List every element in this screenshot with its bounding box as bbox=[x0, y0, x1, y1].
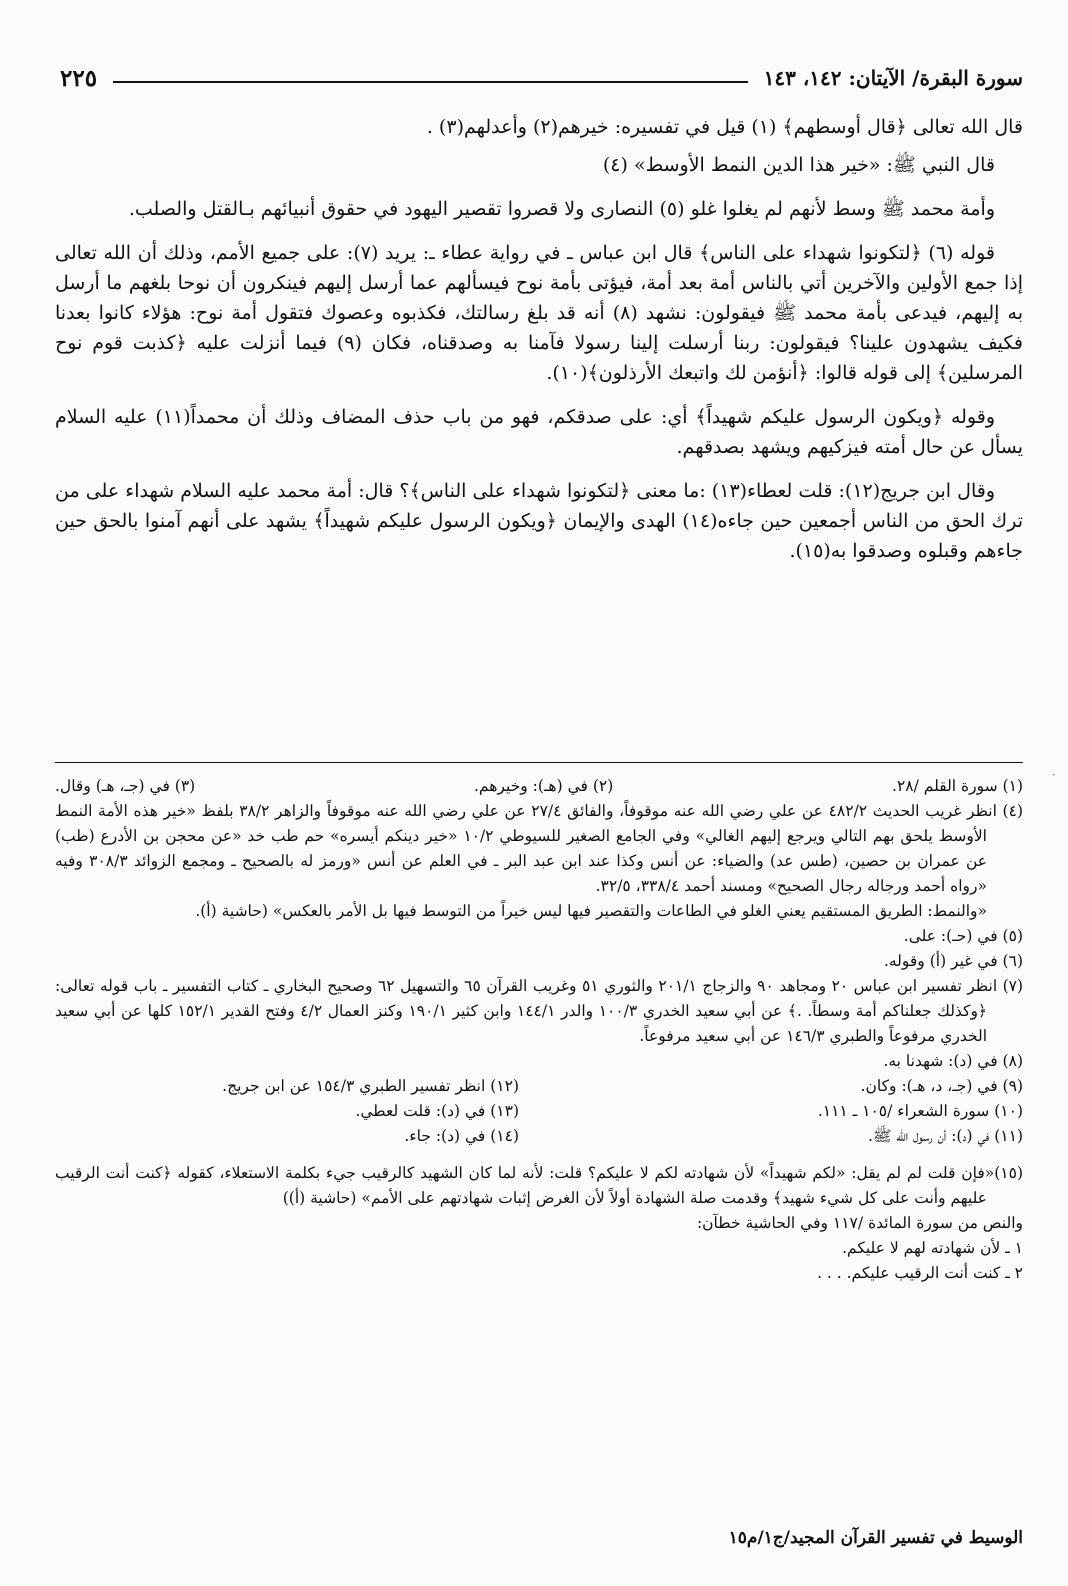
footnote-10: (١٠) سورة الشعراء /١٠٥ ـ ١١١. bbox=[817, 1102, 1023, 1120]
footnote-14: (١٤) في (د): جاء. bbox=[404, 1127, 519, 1145]
paragraph-3: وأمة محمد ﷺ وسط لأنهم لم يغلوا غلو (٥) النصارى ولا قصروا تقصير اليهود في حقوق أنبيائهم بـالقتل والصلب. bbox=[128, 198, 995, 220]
surah-title: سورة البقرة/ الآيتان: ١٤٢، ١٤٣ bbox=[763, 66, 1023, 90]
book-reference: الوسيط في تفسير القرآن المجيد/ج١/م١٥ bbox=[728, 1528, 1023, 1548]
footnote-columns bbox=[55, 1074, 1023, 1149]
footnote-7: (٧) انظر تفسير ابن عباس ٢٠ ومجاهد ٩٠ والزجاج ٢٠١/١ والثوري ٥١ وغريب القرآن ٦٥ والتسهيل ٦٢ وصحيح البخاري ـ كتاب التفسير ـ باب قوله تعالى: ﴿وكذلك جعلناكم أمة وسطاً. .﴾ عن أبي سعيد الخدري ١٠٠/٣ والدر ١٤٤/١ وابن كثير ١٩٠/١ وكنز العمال ٤/٢ وفتح القدير ١٥٢/١ كلها عن أبي سعيد الخدري مرفوعاً والطبري ١٤٦/٣ عن أبي سعيد مرفوعاً. bbox=[55, 977, 1024, 1045]
margin-mark: · bbox=[1052, 768, 1056, 782]
footnote-15: (١٥)«فإن قلت لم لم يقل: «لكم شهيداً» لأن شهادته لكم لا عليكم؟ قلت: لأنه لما كان الشهيد كالرقيب جيء بكلمة الاستعلاء، كقوله ﴿كنت أنت الرقيب عليهم وأنت على كل شيء شهيد﴾ وقدمت صلة الشهادة أولاً لأن الغرض إثبات شهادتهم على الأمم» (حاشية (أ)) bbox=[55, 1164, 1023, 1207]
footnote-separator bbox=[55, 762, 1023, 763]
footnote-4-note: «والنمط: الطريق المستقيم يعني الغلو في الطاعات والتقصير فيها ليس خيراً من التوسط فيها بل الأمر بالعكس» (حاشية (أ). bbox=[195, 902, 987, 920]
header-rule bbox=[113, 81, 748, 83]
footnote-12: (١٢) انظر تفسير الطبري ١٥٤/٣ عن ابن جريج. bbox=[222, 1077, 519, 1095]
page-number: ٢٢٥ bbox=[60, 64, 98, 92]
footnote-8: (٨) في (د): شهدنا به. bbox=[883, 1052, 1023, 1070]
footnote-3: (٣) في (جـ، هـ) وقال. bbox=[55, 777, 196, 795]
paragraph-6: وقال ابن جريج(١٢): قلت لعطاء(١٣) :ما معنى ﴿لتكونوا شهداء على الناس﴾؟ قال: أمة محمد عليه السلام شهداء على من ترك الحق من الناس أجمعين حين جاءه(١٤) الهدى والإيمان ﴿ويكون الرسول عليكم شهيداً﴾ يشهد على أنهم آمنوا بالحق حين جاءهم وقبلوه وصدقوا به(١٥). bbox=[55, 480, 1023, 562]
paragraph-1: قال الله تعالى ﴿قال أوسطهم﴾ (١) قيل في تفسيره: خيرهم(٢) وأعدلهم(٣) . bbox=[426, 116, 1023, 138]
footnote-6: (٦) في غير (أ) وقوله. bbox=[883, 952, 1023, 970]
footnote-4: (٤) انظر غريب الحديث ٤٨٢/٢ عن علي رضي الله عنه موقوفاً، والفائق ٢٧/٤ عن علي رضي الله عنه موقوفاً والزاهر ٣٨/٢ بلفظ «خير هذه الأمة النمط الأوسط يلحق بهم التالي ويرجع إليهم الغالي» وفي الجامع الصغير للسيوطي ١٠/٢ «خير دينكم أيسره» حم طب خد «عن محجن بن الأدرع (طب) عن عمران بن حصين، (طس عد) والضياء: عن أنس وكذا عند ابن عبد البر ـ في العلم عن أنس «ورمز له بالصحيح ـ ومجمع الزوائد ٣٠٨/٣ وفيه «رواه أحمد ورجاله رجال الصحيح» ومسند أحمد ٣٣٨/٤، ٣٢/٥. bbox=[55, 802, 1023, 895]
footnote-15-item-2: ٢ ـ كنت أنت الرقيب عليكم. . . . bbox=[817, 1264, 1023, 1282]
footnote-column-left bbox=[55, 1074, 519, 1149]
footnote-13: (١٣) في (د): قلت لعطي. bbox=[355, 1102, 519, 1120]
footnote-1: (١) سورة القلم /٢٨. bbox=[892, 777, 1023, 795]
page-header bbox=[60, 62, 1023, 94]
footnote-15-source: والنص من سورة المائدة /١١٧ وفي الحاشية خطآن: bbox=[696, 1214, 1023, 1232]
paragraph-4: قوله (٦) ﴿لتكونوا شهداء على الناس﴾ قال ابن عباس ـ في رواية عطاء ـ: يريد (٧): على جميع الأمم، وذلك أن الله تعالى إذا جمع الأولين والآخرين أتي بالناس أمة بعد أمة، فيؤتى بأمة نوح فيسألهم عما أرسل إليهم فينكرون أن نوحا بلغهم ما أرسل به إليهم، فيدعى بأمة محمد ﷺ فيقولون: نشهد (٨) أنه قد بلغ رسالتك، فكذبوه وعصوك فتقول أمة نوح: هؤلاء كانوا بعدنا فكيف يشهدون علينا؟ فيقولون: ربنا أرسلت إلينا رسولا فآمنا به وصدقناه، فكان (٩) فيما أنزلت عليه ﴿كذبت قوم نوح المرسلين﴾ إلى قوله قالوا: ﴿أنؤمن لك واتبعك الأرذلون﴾(١٠). bbox=[55, 242, 1023, 384]
footnote-row-1-3 bbox=[55, 774, 1023, 799]
paragraph-5: وقوله ﴿ويكون الرسول عليكم شهيداً﴾ أي: على صدقكم، فهو من باب حذف المضاف وذلك أن محمداً(١١) عليه السلام يسأل عن حال أمته فيزكيهم ويشهد بصدقهم. bbox=[55, 406, 1023, 458]
footnote-column-right bbox=[559, 1074, 1023, 1149]
footnote-2: (٢) في (هـ): وخيرهم. bbox=[473, 777, 614, 795]
footnote-11: (١١) في (د): أن رسول الله ﷺ. bbox=[867, 1127, 1023, 1145]
footnote-15-item-1: ١ ـ لأن شهادته لهم لا عليكم. bbox=[842, 1239, 1023, 1257]
footnotes bbox=[55, 774, 1023, 1286]
main-text bbox=[55, 112, 1023, 580]
paragraph-2: قال النبي ﷺ: «خير هذا الدين النمط الأوسط» (٤) bbox=[602, 154, 995, 176]
footnote-9: (٩) في (جـ، د، هـ): وكان. bbox=[860, 1077, 1023, 1095]
footnote-5: (٥) في (حـ): على. bbox=[903, 927, 1023, 945]
